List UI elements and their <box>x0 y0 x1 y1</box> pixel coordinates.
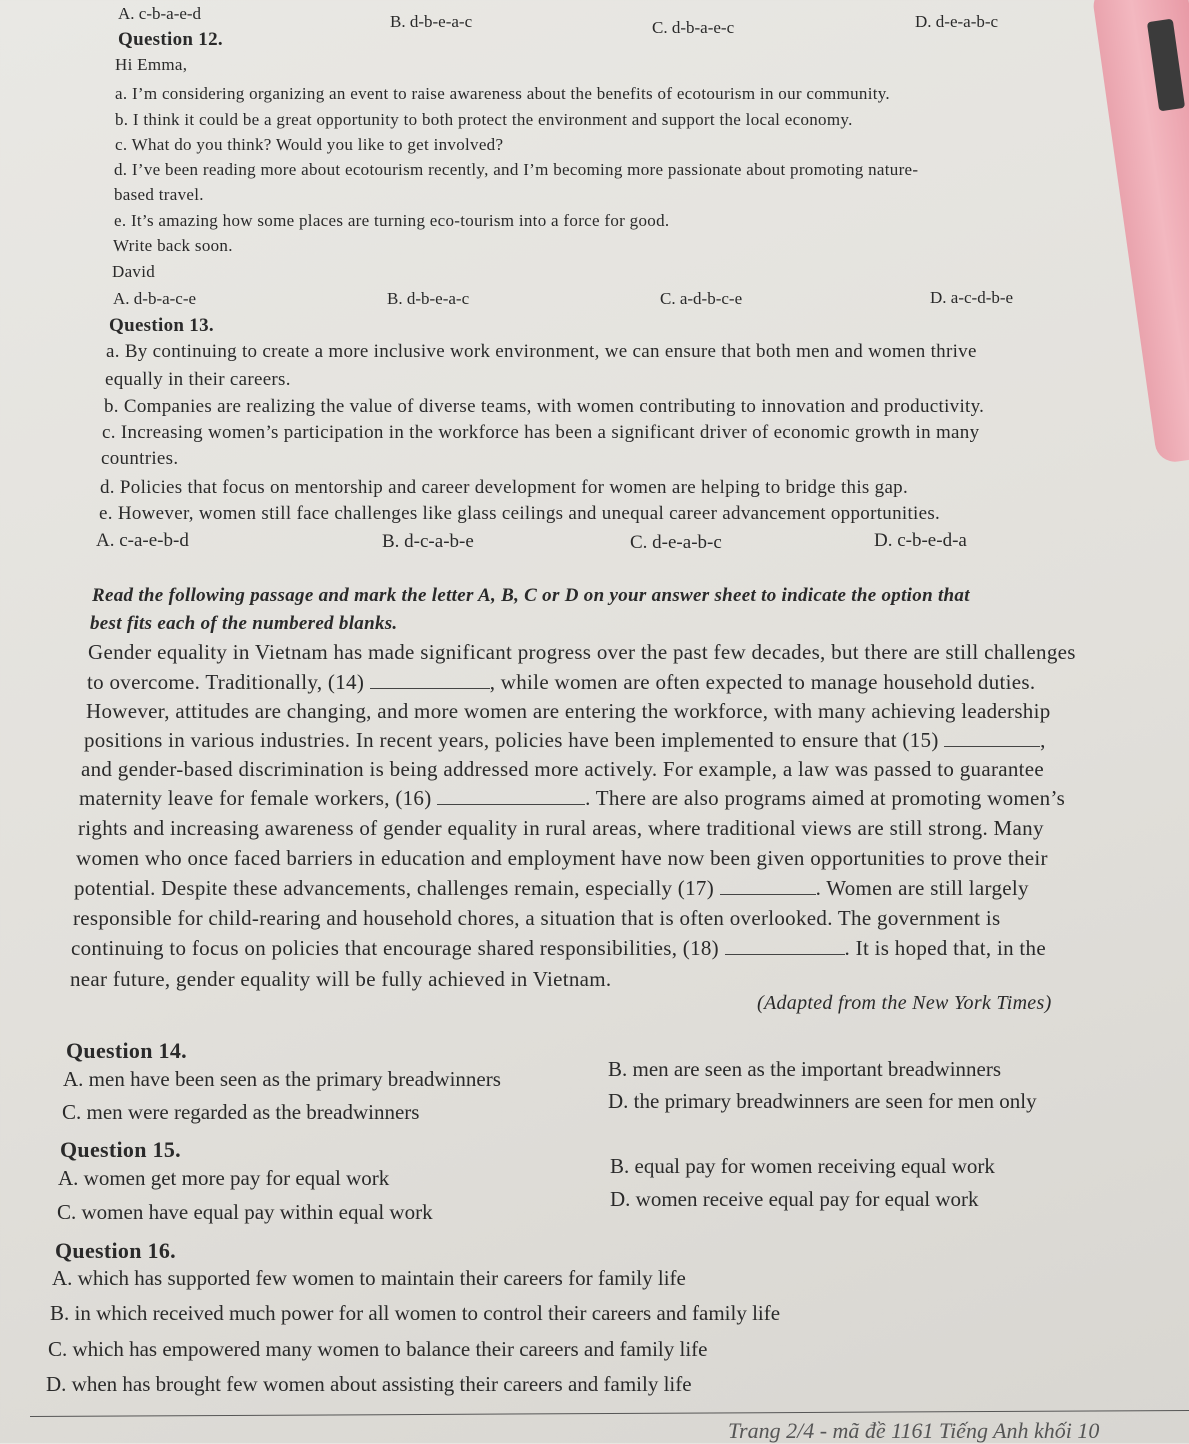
passage-line-9-start: potential. Despite these advancements, challenges remain, especially (17) <box>74 876 714 900</box>
passage-line-3: However, attitudes are changing, and more women are entering the workforce, with many achieving leadership <box>86 699 1051 723</box>
passage-line-6 <box>79 786 1065 811</box>
passage-line-11-end: . It is hoped that, in the <box>844 936 1046 960</box>
q13-line-b: b. Companies are realizing the value of diverse teams, with women contributing to innovation and productivity. <box>104 396 985 417</box>
passage-line-6-start: maternity leave for female workers, (16) <box>79 786 432 810</box>
q13-option-b: B. d-c-a-b-e <box>382 531 474 552</box>
blank-16 <box>437 788 585 805</box>
q13-option-d: D. c-b-e-d-a <box>874 530 967 551</box>
q12-line-d-cont: based travel. <box>114 185 204 204</box>
q14-title: Question 14. <box>66 1038 187 1063</box>
passage-line-10: responsible for child-rearing and household chores, a situation that is often overlooked. The government is <box>73 906 1001 930</box>
q13-line-d: d. Policies that focus on mentorship and career development for women are helping to bridge this gap. <box>100 477 909 498</box>
q15-option-b: B. equal pay for women receiving equal work <box>610 1154 995 1178</box>
q16-option-d: D. when has brought few women about assisting their careers and family life <box>46 1372 692 1396</box>
q15-option-a: A. women get more pay for equal work <box>58 1166 390 1190</box>
q13-line-e: e. However, women still face challenges like glass ceilings and unequal career advancement opportunities. <box>99 503 941 524</box>
passage-line-11-start: continuing to focus on policies that encourage shared responsibilities, (18) <box>71 936 719 960</box>
q12-option-b: B. d-b-e-a-c <box>387 289 470 308</box>
q11-option-b: B. d-b-e-a-c <box>390 12 473 31</box>
q12-option-c: C. a-d-b-c-e <box>660 289 743 308</box>
q11-option-c: C. d-b-a-e-c <box>652 18 735 37</box>
q13-option-a: A. c-a-e-b-d <box>96 530 189 551</box>
instruction-line-1: Read the following passage and mark the letter A, B, C or D on your answer sheet to indicate the option that <box>92 585 970 606</box>
blank-15 <box>944 730 1040 747</box>
q12-option-a: A. d-b-a-c-e <box>113 289 197 308</box>
q12-option-d: D. a-c-d-b-e <box>930 288 1014 307</box>
q15-title: Question 15. <box>60 1137 181 1162</box>
q13-title: Question 13. <box>109 315 214 336</box>
passage-line-2 <box>87 670 1035 695</box>
q12-line-b: b. I think it could be a great opportunity to both protect the environment and support the local economy. <box>115 110 853 129</box>
q11-option-d: D. d-e-a-b-c <box>915 12 999 31</box>
q12-line-c: c. What do you think? Would you like to get involved? <box>115 135 504 154</box>
q12-title: Question 12. <box>118 29 223 50</box>
q12-closing: Write back soon. <box>113 236 233 255</box>
passage-line-2-start: to overcome. Traditionally, (14) <box>87 670 365 694</box>
q13-option-c: C. d-e-a-b-c <box>630 532 722 553</box>
blank-17 <box>720 878 816 895</box>
q16-option-b: B. in which received much power for all women to control their careers and family life <box>50 1301 781 1325</box>
passage-line-4-start: positions in various industries. In recent years, policies have been implemented to ensure that (15) <box>84 728 939 752</box>
footer-rule <box>30 1410 1189 1417</box>
q16-option-c: C. which has empowered many women to balance their careers and family life <box>48 1337 708 1361</box>
q13-line-c-cont: countries. <box>101 448 179 469</box>
q12-line-e: e. It’s amazing how some places are turning eco-tourism into a force for good. <box>114 211 670 230</box>
passage-line-5: and gender-based discrimination is being addressed more actively. For example, a law was passed to guarantee <box>81 757 1045 781</box>
q14-option-d: D. the primary breadwinners are seen for men only <box>608 1089 1037 1113</box>
passage-source: (Adapted from the New York Times) <box>757 992 1052 1014</box>
passage-line-4-end: , <box>1040 728 1046 752</box>
q14-option-c: C. men were regarded as the breadwinners <box>62 1100 420 1124</box>
q14-option-a: A. men have been seen as the primary breadwinners <box>63 1067 501 1091</box>
passage-line-6-end: . There are also programs aimed at promoting women’s <box>585 786 1066 810</box>
passage-line-8: women who once faced barriers in education and employment have now been given opportunities to prove their <box>76 846 1048 870</box>
q13-line-c: c. Increasing women’s participation in the workforce has been a significant driver of economic growth in many <box>102 422 980 443</box>
q12-line-a: a. I’m considering organizing an event to raise awareness about the benefits of ecotourism in our community. <box>115 84 890 103</box>
q15-option-d: D. women receive equal pay for equal work <box>610 1187 979 1211</box>
passage-line-9-end: . Women are still largely <box>815 876 1029 900</box>
q13-line-a: a. By continuing to create a more inclusive work environment, we can ensure that both men and women thrive <box>106 341 977 362</box>
passage-line-4 <box>84 728 1046 753</box>
page-footer: Trang 2/4 - mã đề 1161 Tiếng Anh khối 10 <box>728 1418 1100 1443</box>
q12-line-d: d. I’ve been reading more about ecotourism recently, and I’m becoming more passionate about promoting nature- <box>114 160 919 179</box>
q16-title: Question 16. <box>55 1238 176 1263</box>
q12-greeting: Hi Emma, <box>115 55 188 74</box>
passage-line-11 <box>71 936 1046 961</box>
blank-18 <box>725 938 845 955</box>
passage-line-9 <box>74 876 1029 901</box>
q12-signature: David <box>112 262 156 281</box>
q15-option-c: C. women have equal pay within equal work <box>57 1200 433 1224</box>
passage-line-12: near future, gender equality will be fully achieved in Vietnam. <box>70 967 612 991</box>
passage-line-7: rights and increasing awareness of gender equality in rural areas, where traditional views are still strong. Many <box>78 816 1044 840</box>
q13-line-a-cont: equally in their careers. <box>105 369 291 390</box>
q14-option-b: B. men are seen as the important breadwinners <box>608 1057 1002 1081</box>
q16-option-a: A. which has supported few women to maintain their careers for family life <box>52 1266 686 1290</box>
instruction-line-2: best fits each of the numbered blanks. <box>90 613 398 634</box>
q11-option-a: A. c-b-a-e-d <box>118 4 202 23</box>
blank-14 <box>370 672 490 689</box>
passage-line-1: Gender equality in Vietnam has made significant progress over the past few decades, but there are still challenges <box>88 640 1076 664</box>
passage-line-2-end: , while women are often expected to manage household duties. <box>489 670 1036 694</box>
